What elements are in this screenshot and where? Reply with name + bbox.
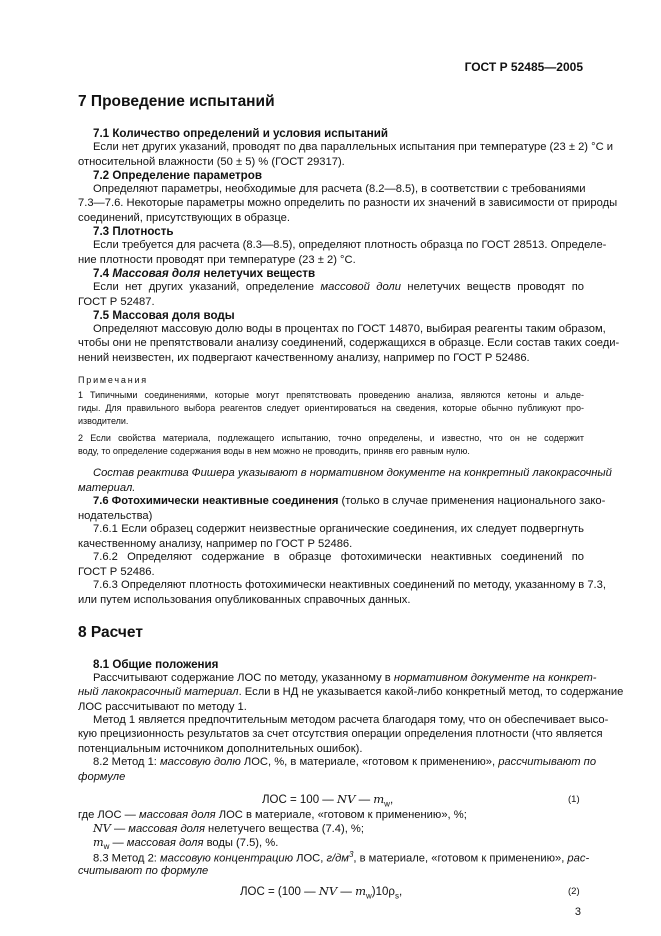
paragraph-8-1-line4: Метод 1 является предпочтительным методом расчета благодаря тому, что он обеспечивает высо-: [93, 714, 609, 726]
paragraph-7-6-1-line2: качественному анализу, например по ГОСТ Р 52486.: [78, 538, 353, 550]
paragraph-7-1-line1: Если нет других указаний, проводят по два параллельных испытания при температуре (23 ± 2) °С и: [93, 141, 614, 153]
paragraph-7-5-line3: нений неизвестен, их подвергают качественному анализу, например по ГОСТ Р 52486.: [78, 352, 530, 364]
heading-7-6-line2: нодательства): [78, 510, 153, 522]
paragraph-7-4-line2: ГОСТ Р 52487.: [78, 296, 155, 308]
document-number: ГОСТ Р 52485—2005: [464, 60, 583, 74]
heading-7-2: 7.2 Определение параметров: [93, 169, 262, 182]
paragraph-8-1-line3: ЛОС рассчитывают по методу 1.: [78, 701, 247, 713]
note-2-line2: воду, то определение содержания воды в нем можно не проводить, приняв его равным нулю.: [78, 446, 470, 456]
paragraph-7-3-line1: Если требуется для расчета (8.3—8.5), определяют плотность образца по ГОСТ 28513. Определе-: [93, 239, 607, 251]
heading-7-5: 7.5 Массовая доля воды: [93, 309, 235, 322]
paragraph-7-2-line1: Определяют параметры, необходимые для расчета (8.2—8.5), в соответствии с требованиями: [93, 183, 586, 195]
paragraph-8-1-line5: кую прецизионность результатов за счет отсутствия операции определения плотности (что является: [78, 728, 603, 740]
heading-7-4: 7.4 Массовая доля нелетучих веществ: [93, 267, 316, 280]
paragraph-8-1-line6: потенциальным источником дополнительных ошибок).: [78, 743, 363, 755]
where-line1: где ЛОС — массовая доля ЛОС в материале, «готовом к применению», %;: [78, 809, 467, 821]
paragraph-8-2-line1: 8.2 Метод 1: массовую долю ЛОС, %, в материале, «готовом к применению», рассчитывают по: [93, 756, 597, 768]
paragraph-7-5-line1: Определяют массовую долю воды в процентах по ГОСТ 14870, выбирая реагенты таким образом,: [93, 323, 606, 335]
paragraph-7-2-line3: соединений, присутствующих в образце.: [78, 212, 290, 224]
heading-7-3: 7.3 Плотность: [93, 225, 174, 238]
formula-1: ЛОС = 100 — NV — $m_w$,: [262, 792, 394, 809]
formula-2: ЛОС = (100 — NV — $m_w)10\rho_s$,: [240, 884, 403, 901]
page-number: 3: [574, 906, 581, 918]
section-7-title: 7 Проведение испытаний: [78, 93, 275, 110]
fisher-reagent-line2: материал.: [78, 482, 136, 494]
where-line2: NV — массовая доля нелетучего вещества (7.4), %;: [93, 822, 364, 835]
formula-2-number: (2): [568, 886, 580, 897]
note-1-line2: гиды. Для правильного выбора реагентов следует ориентироваться на сведения, которые обычно публикуют про-: [78, 403, 584, 413]
heading-7-1: 7.1 Количество определений и условия испытаний: [93, 127, 389, 140]
paragraph-7-6-1-line1: 7.6.1 Если образец содержит неизвестные органические соединения, их следует подвергнуть: [93, 523, 584, 535]
paragraph-7-2-line2: 7.3—7.6. Некоторые параметры можно определить по разности их значений в зависимости от природы: [78, 197, 618, 209]
heading-8-1: 8.1 Общие положения: [93, 658, 219, 671]
fisher-reagent-line1: Состав реактива Фишера указывают в нормативном документе на конкретный лакокрасочный: [93, 467, 612, 479]
where-line3: $m_w$ — массовая доля воды (7.5), %.: [93, 836, 279, 852]
notes-title: Примечания: [78, 375, 148, 385]
note-1-line1: 1 Типичными соединениями, которые могут препятствовать проведению анализа, являются кетоны и альде-: [78, 390, 584, 400]
section-8-title: 8 Расчет: [78, 624, 143, 641]
formula-1-number: (1): [568, 794, 580, 805]
paragraph-8-2-line2: формуле: [78, 771, 126, 783]
paragraph-7-6-3-line1: 7.6.3 Определяют плотность фотохимически неактивных соединений по методу, указанному в 7.3,: [93, 579, 606, 591]
note-1-line3: изводители.: [78, 416, 129, 426]
paragraph-7-3-line2: ние плотности проводят при температуре (23 ± 2) °С.: [78, 254, 356, 266]
paragraph-7-1-line2: относительной влажности (50 ± 5) % (ГОСТ 29317).: [78, 156, 345, 168]
note-2-line1: 2 Если свойства материала, подлежащего испытанию, точно определены, и известно, что он не содержит: [78, 433, 584, 443]
paragraph-7-4-line1: Если нет других указаний, определение массовой доли нелетучих веществ проводят по: [93, 281, 584, 293]
paragraph-8-3-line2: считывают по формуле: [78, 865, 209, 877]
paragraph-7-5-line2: чтобы они не препятствовали анализу соединений, содержащихся в образце. Если состав таких соеди-: [78, 337, 620, 349]
paragraph-8-3-line1: 8.3 Метод 2: массовую концентрацию ЛОС, $г/дм^3$, в материале, «готовом к применению», рас-: [93, 850, 590, 865]
paragraph-8-1-line2: ный лакокрасочный материал. Если в НД не указывается какой-либо конкретный метод, то содержание: [78, 686, 624, 698]
heading-7-6: 7.6 Фотохимически неактивные соединения (только в случае применения национального зако-: [93, 495, 606, 507]
paragraph-7-6-3-line2: или путем использования опубликованных справочных данных.: [78, 594, 411, 606]
paragraph-7-6-2-line2: ГОСТ Р 52486.: [78, 566, 155, 578]
paragraph-8-1-line1: Рассчитывают содержание ЛОС по методу, указанному в нормативном документе на конкрет-: [93, 672, 597, 684]
paragraph-7-6-2-line1: 7.6.2 Определяют содержание в образце фотохимически неактивных соединений по: [93, 551, 584, 563]
